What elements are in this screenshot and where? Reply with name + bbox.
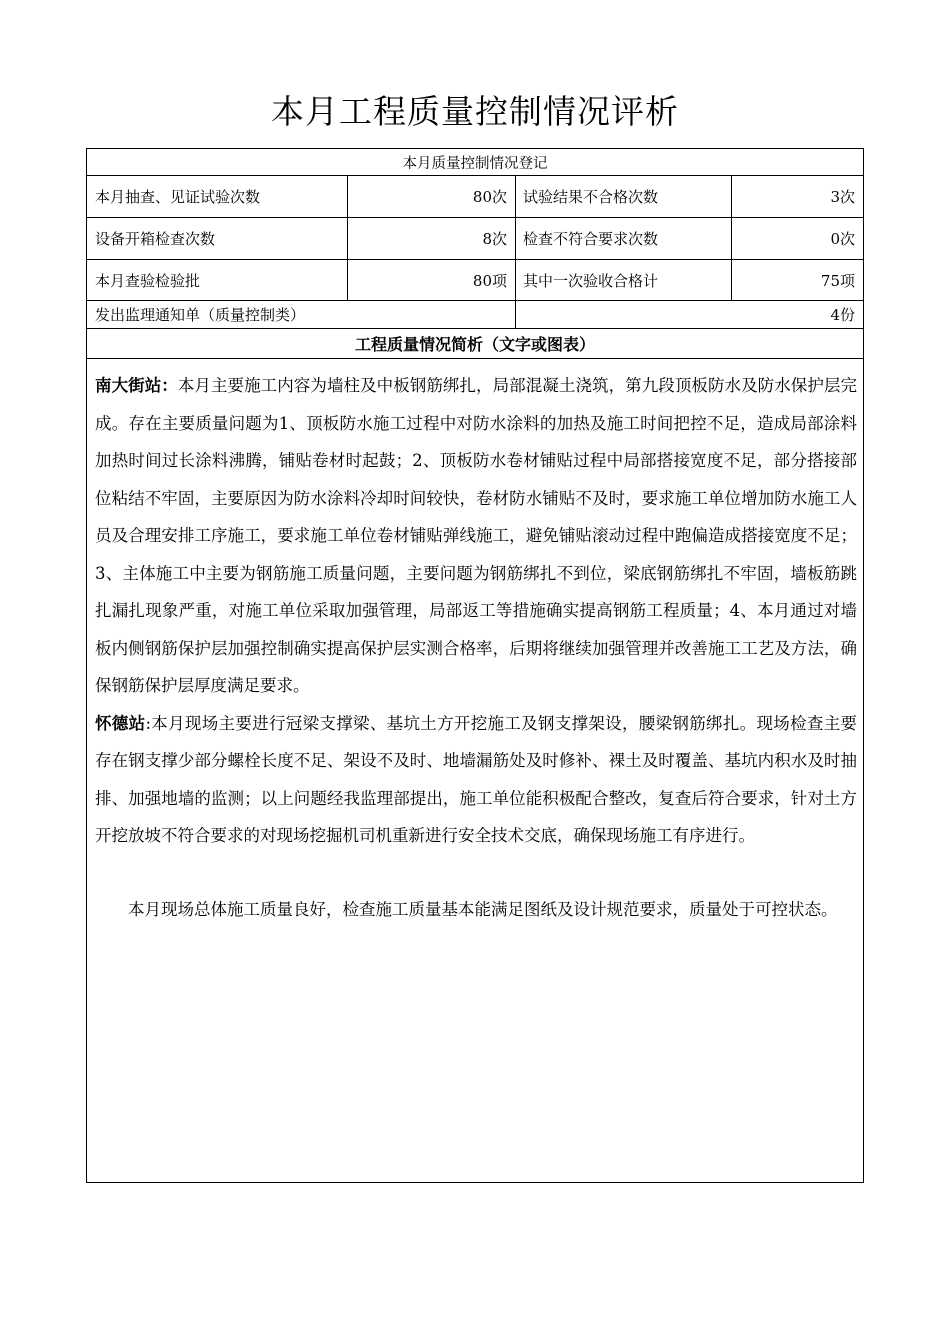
quality-form xyxy=(86,148,864,1183)
notice-value: 4份 xyxy=(830,306,855,324)
station-name: 怀德站 xyxy=(95,713,146,733)
registry-value: 3次 xyxy=(830,188,855,206)
registry-value: 8次 xyxy=(482,230,507,248)
registry-label: 本月查验检验批 xyxy=(95,271,201,290)
summary-paragraph: 本月现场总体施工质量良好，检查施工质量基本能满足图纸及设计规范要求，质量处于可控状态。 xyxy=(128,899,838,919)
analysis-heading-row xyxy=(87,329,863,359)
station-paragraph xyxy=(95,705,857,855)
registry-label: 检查不符合要求次数 xyxy=(523,230,659,248)
station-name: 南大街站： xyxy=(95,376,178,395)
page-title: 本月工程质量控制情况评析 xyxy=(271,92,679,131)
registry-header-row xyxy=(87,149,863,176)
analysis-heading: 工程质量情况简析（文字或图表） xyxy=(354,335,595,354)
registry-label: 其中一次验收合格计 xyxy=(523,271,659,290)
registry-label: 试验结果不合格次数 xyxy=(523,188,659,206)
analysis-body xyxy=(95,367,857,928)
registry-label: 设备开箱检查次数 xyxy=(95,230,216,248)
registry-row xyxy=(87,218,863,260)
registry-row xyxy=(87,260,863,301)
registry-value: 80次 xyxy=(472,188,507,206)
notice-label: 发出监理通知单（质量控制类） xyxy=(95,306,306,324)
registry-header: 本月质量控制情况登记 xyxy=(402,155,548,172)
station-paragraph xyxy=(95,367,857,705)
notice-row xyxy=(87,301,863,329)
registry-value: 75项 xyxy=(820,271,855,290)
registry-value: 0次 xyxy=(830,230,855,248)
station-text: 本月主要施工内容为墙柱及中板钢筋绑扎，局部混凝土浇筑，第九段顶板防水及防水保护层完成。存在主要质量问题为1、顶板防水施工过程中对防水涂料的加热及施工时间把控不足，造成局部涂料加热时间过长涂料沸腾，铺贴卷材时起鼓；2、顶板防水卷材铺贴过程中局部搭接宽度不足，部分搭接部位粘结不牢固，主要原因为防水涂料冷却时间较快，卷材防水铺贴不及时，要求施工单位增加防水施工人员及合理安排工序施工，要求施工单位卷材铺贴弹线施工，避免铺贴滚动过程中跑偏造成搭接宽度不足；3、主体施工中主要为钢筋施工质量问题，主要问题为钢筋绑扎不到位，梁底钢筋绑扎不牢固，墙板筋跳扎漏扎现象严重，对施工单位采取加强管理，局部返工等措施确实提高钢筋工程质量；4、本月通过对墙板内侧钢筋保护层加强控制确实提高保护层实测合格率，后期将继续加强管理并改善施工工艺及方法，确保钢筋保护层厚度满足要求。 xyxy=(95,376,858,695)
registry-value: 80项 xyxy=(472,271,507,290)
station-text: :本月现场主要进行冠梁支撑梁、基坑土方开挖施工及钢支撑架设，腰梁钢筋绑扎。现场检查主要存在钢支撑少部分螺栓长度不足、架设不及时、地墙漏筋处及时修补、裸土及时覆盖、基坑内积水及时抽排、加强地墙的监测；以上问题经我监理部提出，施工单位能积极配合整改，复查后符合要求，针对土方开挖放坡不符合要求的对现场挖掘机司机重新进行安全技术交底，确保现场施工有序进行。 xyxy=(95,713,858,845)
registry-label: 本月抽查、见证试验次数 xyxy=(95,188,261,206)
registry-row xyxy=(87,176,863,218)
